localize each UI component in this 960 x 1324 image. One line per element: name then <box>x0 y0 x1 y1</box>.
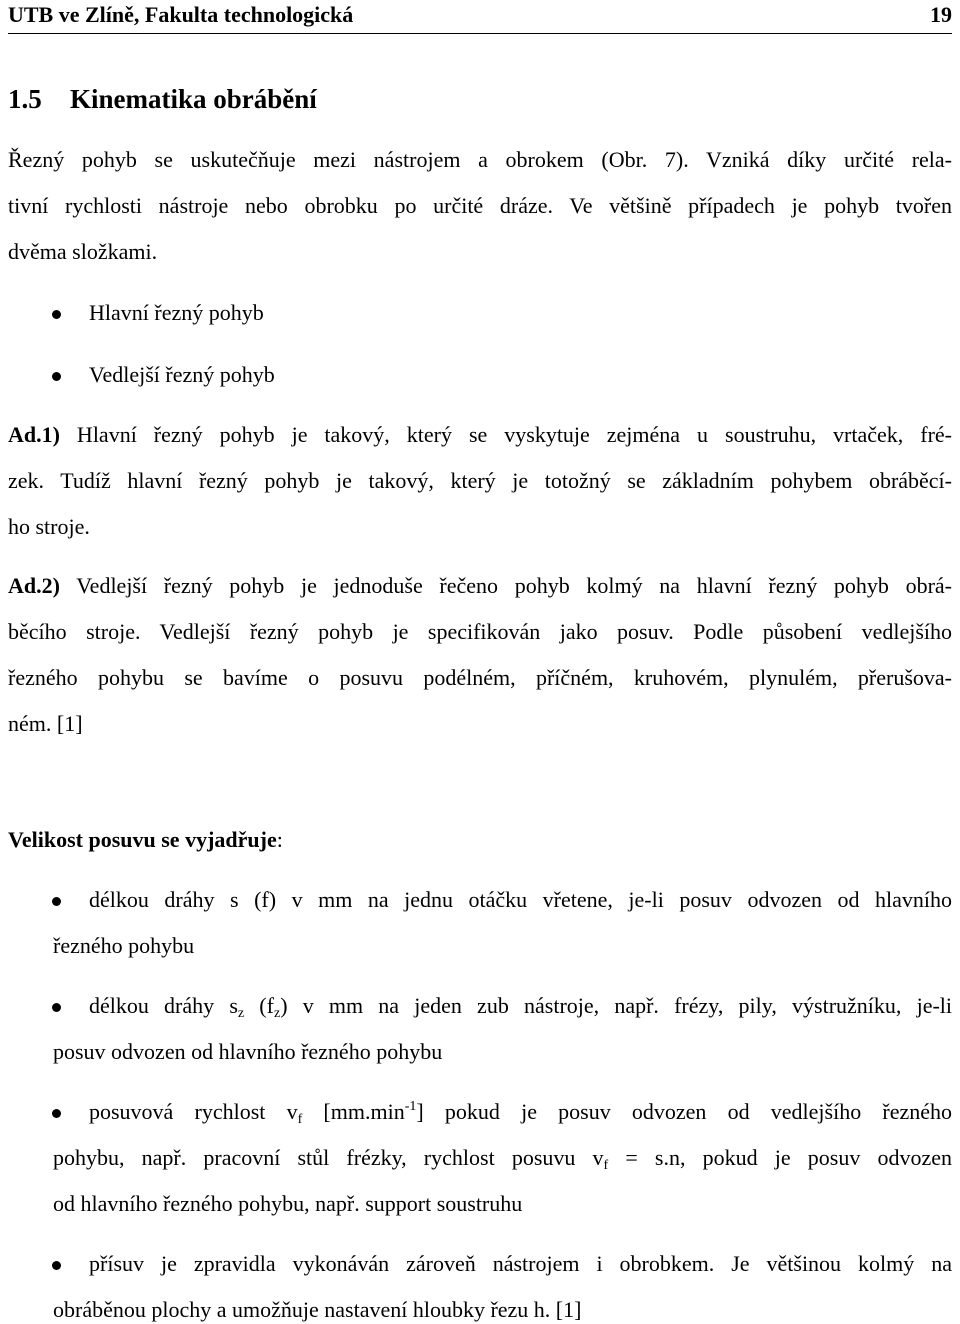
ad1-label: Ad.1) <box>8 422 60 447</box>
feed-item-1-line-1: délkou dráhy s (f) v mm na jednu otáčku vřetene, je-li posuv odvozen od hlavního <box>89 887 952 912</box>
ad2-line-3: řezného pohybu se bavíme o posuvu podélném, příčném, kruhovém, plynulém, přerušova- <box>8 665 952 690</box>
feed-item-2-line-1: délkou dráhy $s_z$ $(f_z)$ v mm na jeden zub nástroje, např. frézy, pily, výstružníku, je-li <box>89 993 953 1021</box>
feed-item-3-line-3: od hlavního řezného pohybu, např. support soustruhu <box>53 1191 523 1216</box>
motion-item-main: Hlavní řezný pohyb <box>89 300 264 325</box>
bullet-icon <box>52 897 61 906</box>
feed-heading: Velikost posuvu se vyjadřuje: <box>8 827 283 852</box>
bullet-icon <box>52 1003 61 1012</box>
feed-item-4-line-1: přísuv je zpravidla vykonáván zároveň nástrojem i obrobkem. Je většinou kolmý na <box>89 1251 952 1276</box>
bullet-icon <box>52 372 61 381</box>
page-number: 19 <box>930 2 952 27</box>
bullet-icon <box>52 1261 61 1270</box>
intro-line-1: Řezný pohyb se uskutečňuje mezi nástrojem a obrokem (Obr. 7). Vzniká díky určité rela- <box>8 147 952 172</box>
section-title: Kinematika obrábění <box>70 84 317 114</box>
feed-item-3-line-2: pohybu, např. pracovní stůl frézky, rychlost posuvu $v_f = s.n$, pokud je posuv odvozen <box>53 1145 952 1173</box>
ad1-line-2: zek. Tudíž hlavní řezný pohyb je takový, který je totožný se základním pohybem obráběcí- <box>8 468 952 493</box>
ad2-line-1: Ad.2) Vedlejší řezný pohyb je jednoduše řečeno pohyb kolmý na hlavní řezný pohyb obrá- <box>8 573 952 598</box>
ad2-line-4: ném. [1] <box>8 711 83 736</box>
header-title: UTB ve Zlíně, Fakulta technologická <box>8 2 354 27</box>
page-header <box>8 0 952 34</box>
bullet-icon <box>52 1109 61 1118</box>
motion-item-secondary: Vedlejší řezný pohyb <box>89 362 275 387</box>
bullet-icon <box>52 310 61 319</box>
intro-line-3: dvěma složkami. <box>8 239 158 264</box>
feed-item-4-line-2: obráběnou plochy a umožňuje nastavení hloubky řezu h. [1] <box>53 1297 582 1322</box>
intro-line-2: tivní rychlosti nástroje nebo obrobku po určité dráze. Ve většině případech je pohyb tvořen <box>8 193 952 218</box>
section-number: 1.5 <box>8 84 42 114</box>
ad2-line-2: běcího stroje. Vedlejší řezný pohyb je specifikován jako posuv. Podle působení vedlejšího <box>8 619 952 644</box>
feed-item-1-line-2: řezného pohybu <box>53 933 195 958</box>
section-heading <box>8 84 317 115</box>
ad1-line-3: ho stroje. <box>8 514 90 539</box>
ad1-line-1: Ad.1) Hlavní řezný pohyb je takový, který se vyskytuje zejména u soustruhu, vrtaček, fré- <box>8 422 952 447</box>
feed-item-2-line-2: posuv odvozen od hlavního řezného pohybu <box>53 1039 443 1064</box>
feed-item-3-line-1: posuvová rychlost $v_f$ $[mm.\min^{-1}]$ pokud je posuv odvozen od vedlejšího řezného <box>89 1099 953 1127</box>
ad2-label: Ad.2) <box>8 573 60 598</box>
